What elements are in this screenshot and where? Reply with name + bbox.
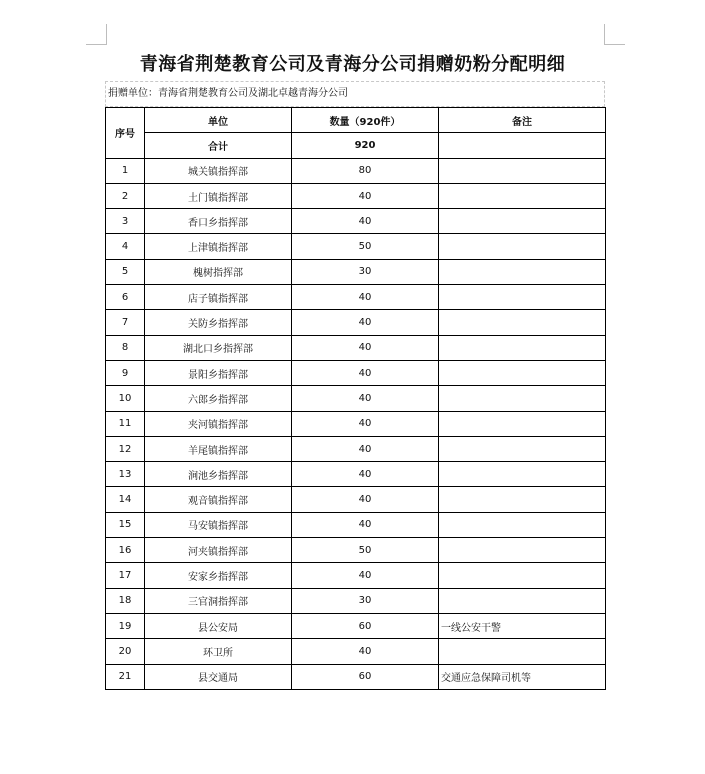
row-unit: 城关镇指挥部 [145, 158, 292, 183]
row-note [439, 386, 606, 411]
header-unit: 单位 [145, 108, 292, 133]
row-amount: 60 [292, 664, 439, 689]
total-row [106, 133, 606, 158]
table-row [106, 664, 606, 689]
row-note [439, 639, 606, 664]
row-seq: 15 [106, 512, 145, 537]
row-note: 一线公安干警 [439, 613, 606, 638]
row-note [439, 563, 606, 588]
row-seq: 16 [106, 538, 145, 563]
table-row [106, 183, 606, 208]
row-seq: 17 [106, 563, 145, 588]
table-row [106, 436, 606, 461]
table-row [106, 158, 606, 183]
row-seq: 21 [106, 664, 145, 689]
row-note [439, 360, 606, 385]
row-seq: 14 [106, 487, 145, 512]
page-corner-mark-right [604, 24, 625, 45]
total-label: 合计 [145, 133, 292, 158]
row-amount: 40 [292, 512, 439, 537]
row-note [439, 234, 606, 259]
row-note [439, 462, 606, 487]
row-note: 交通应急保障司机等 [439, 664, 606, 689]
row-unit: 槐树指挥部 [145, 259, 292, 284]
table-row [106, 639, 606, 664]
row-note [439, 285, 606, 310]
row-amount: 50 [292, 538, 439, 563]
row-note [439, 310, 606, 335]
row-note [439, 411, 606, 436]
row-seq: 8 [106, 335, 145, 360]
row-unit: 河夹镇指挥部 [145, 538, 292, 563]
row-unit: 上津镇指挥部 [145, 234, 292, 259]
row-note [439, 158, 606, 183]
row-seq: 10 [106, 386, 145, 411]
row-amount: 40 [292, 386, 439, 411]
page-corner-mark-left [86, 24, 107, 45]
row-unit: 环卫所 [145, 639, 292, 664]
row-seq: 12 [106, 436, 145, 461]
row-note [439, 436, 606, 461]
row-amount: 30 [292, 588, 439, 613]
table-row [106, 259, 606, 284]
row-amount: 40 [292, 183, 439, 208]
row-unit: 六郎乡指挥部 [145, 386, 292, 411]
row-amount: 40 [292, 310, 439, 335]
table-row [106, 563, 606, 588]
table-row [106, 411, 606, 436]
row-amount: 40 [292, 436, 439, 461]
table-row [106, 538, 606, 563]
row-note [439, 335, 606, 360]
row-unit: 关防乡指挥部 [145, 310, 292, 335]
row-unit: 马安镇指挥部 [145, 512, 292, 537]
header-seq: 序号 [106, 108, 145, 159]
document-title: 青海省荆楚教育公司及青海分公司捐赠奶粉分配明细 [139, 54, 566, 75]
row-amount: 40 [292, 563, 439, 588]
distribution-table [105, 107, 606, 690]
table-row [106, 285, 606, 310]
row-unit: 观音镇指挥部 [145, 487, 292, 512]
table-row [106, 335, 606, 360]
row-unit: 夹河镇指挥部 [145, 411, 292, 436]
row-amount: 60 [292, 613, 439, 638]
table-row [106, 512, 606, 537]
row-note [439, 259, 606, 284]
row-seq: 9 [106, 360, 145, 385]
row-seq: 7 [106, 310, 145, 335]
row-seq: 19 [106, 613, 145, 638]
table-row [106, 613, 606, 638]
table-row [106, 386, 606, 411]
row-amount: 50 [292, 234, 439, 259]
row-seq: 6 [106, 285, 145, 310]
row-amount: 40 [292, 462, 439, 487]
row-seq: 3 [106, 209, 145, 234]
row-unit: 县交通局 [145, 664, 292, 689]
row-unit: 景阳乡指挥部 [145, 360, 292, 385]
row-amount: 80 [292, 158, 439, 183]
row-amount: 30 [292, 259, 439, 284]
row-unit: 三官洞指挥部 [145, 588, 292, 613]
row-seq: 13 [106, 462, 145, 487]
row-unit: 安家乡指挥部 [145, 563, 292, 588]
row-unit: 店子镇指挥部 [145, 285, 292, 310]
table-row [106, 234, 606, 259]
row-unit: 香口乡指挥部 [145, 209, 292, 234]
row-note [439, 588, 606, 613]
row-unit: 县公安局 [145, 613, 292, 638]
table-body [106, 158, 606, 689]
row-unit: 湖北口乡指挥部 [145, 335, 292, 360]
donor-line: 捐赠单位：青海省荆楚教育公司及湖北卓越青海分公司 [105, 81, 605, 107]
table-row [106, 360, 606, 385]
row-note [439, 512, 606, 537]
row-amount: 40 [292, 209, 439, 234]
row-amount: 40 [292, 487, 439, 512]
row-seq: 4 [106, 234, 145, 259]
table-row [106, 588, 606, 613]
row-note [439, 209, 606, 234]
row-seq: 2 [106, 183, 145, 208]
row-unit: 羊尾镇指挥部 [145, 436, 292, 461]
row-seq: 11 [106, 411, 145, 436]
row-amount: 40 [292, 335, 439, 360]
table-row [106, 209, 606, 234]
total-value: 920 [292, 133, 439, 158]
header-row [106, 108, 606, 133]
header-amount: 数量（920件） [292, 108, 439, 133]
table-row [106, 310, 606, 335]
table-row [106, 487, 606, 512]
row-unit: 涧池乡指挥部 [145, 462, 292, 487]
row-amount: 40 [292, 360, 439, 385]
row-note [439, 183, 606, 208]
row-unit: 土门镇指挥部 [145, 183, 292, 208]
table-row [106, 462, 606, 487]
row-note [439, 487, 606, 512]
header-note: 备注 [439, 108, 606, 133]
row-amount: 40 [292, 285, 439, 310]
row-amount: 40 [292, 639, 439, 664]
row-seq: 20 [106, 639, 145, 664]
row-seq: 1 [106, 158, 145, 183]
row-note [439, 538, 606, 563]
row-amount: 40 [292, 411, 439, 436]
row-seq: 5 [106, 259, 145, 284]
total-note [439, 133, 606, 158]
row-seq: 18 [106, 588, 145, 613]
